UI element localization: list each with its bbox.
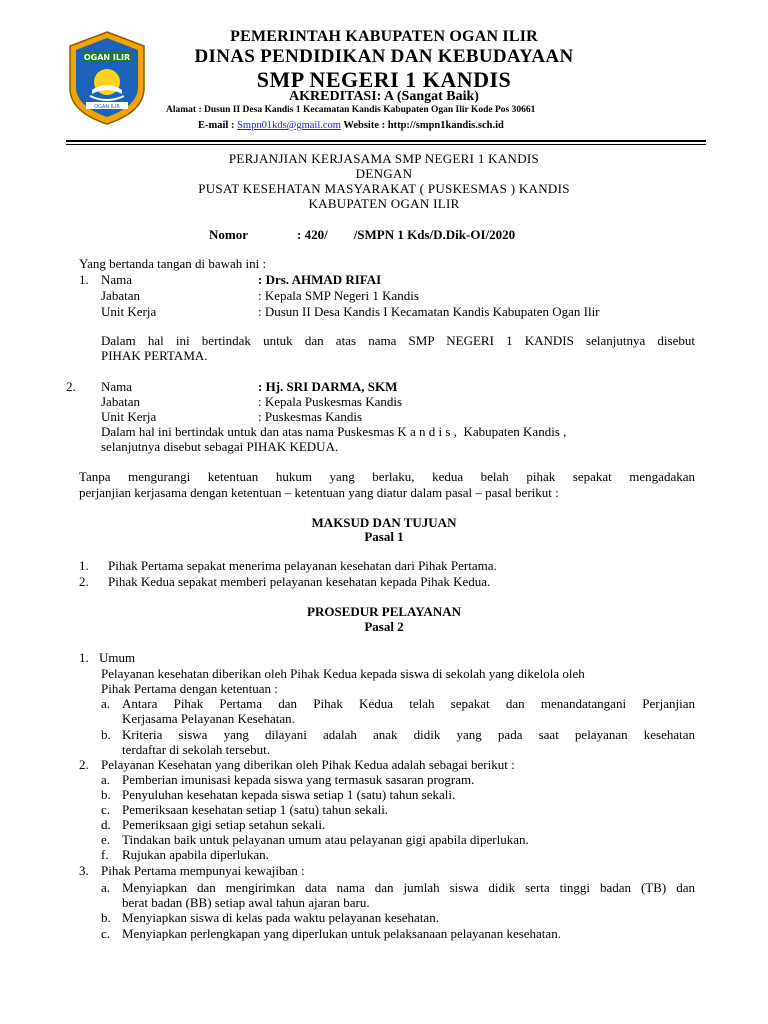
- s2-item2-f-text: Rujukan apabila diperlukan.: [122, 847, 269, 862]
- party2-name-label: Nama: [101, 379, 133, 394]
- s2-item3-b-label: b.: [101, 910, 111, 925]
- s2-item1-a-label: a.: [101, 696, 111, 711]
- section2-heading: PROSEDUR PELAYANAN: [307, 604, 461, 619]
- s2-item1-b-line1: Kriteria siswa yang dilayani adalah anak didik yang pada saat pelayanan kesehatan: [122, 727, 695, 742]
- party2-unit-label: Unit Kerja: [101, 409, 157, 424]
- party2-position-value: : Kepala Puskesmas Kandis: [258, 394, 403, 409]
- s2-item2-num: 2.: [79, 757, 89, 772]
- s2-item3-title: Pihak Pertama mempunyai kewajiban :: [101, 863, 305, 878]
- section1-heading: MAKSUD DAN TUJUAN: [311, 515, 457, 530]
- intro-text: Yang bertanda tangan di bawah ini :: [79, 256, 267, 271]
- s2-item2-d-text: Pemeriksaan gigi setiap setahun sekali.: [122, 817, 326, 832]
- gov-name: PEMERINTAH KABUPATEN OGAN ILIR: [230, 28, 538, 45]
- s2-item1-num: 1.: [79, 650, 89, 665]
- dept-name: DINAS PENDIDIKAN DAN KEBUDAYAAN: [194, 46, 574, 67]
- email-label: E-mail :: [198, 120, 238, 131]
- title-line-3: PUSAT KESEHATAN MASYARAKAT ( PUSKESMAS ) KANDIS: [198, 181, 570, 196]
- header-rule-thin: [66, 144, 706, 145]
- s2-item2-f-label: f.: [101, 847, 109, 862]
- party1-statement-line1: Dalam hal ini bertindak untuk dan atas nama SMP NEGERI 1 KANDIS selanjutnya disebut: [101, 333, 695, 348]
- s2-item3-a-line2: berat badan (BB) setiap awal tahun ajaran baru.: [122, 895, 370, 910]
- s2-item3-c-label: c.: [101, 926, 111, 941]
- party1-name-label: Nama: [101, 272, 133, 287]
- s1-item1-num: 1.: [79, 558, 89, 573]
- s2-item1-a-line2: Kerjasama Pelayanan Kesehatan.: [122, 711, 295, 726]
- header-rule-thick: [66, 140, 706, 142]
- party2-position-label: Jabatan: [101, 394, 140, 409]
- party1-name-value: : Drs. AHMAD RIFAI: [258, 272, 382, 287]
- party2-unit-value: : Puskesmas Kandis: [258, 409, 362, 424]
- address: Alamat : Dusun II Desa Kandis 1 Kecamatan Kandis Kabupaten Ogan Ilir Kode Pos 30661: [166, 105, 536, 115]
- party1-position-label: Jabatan: [101, 288, 140, 303]
- s2-item3-a-line1: Menyiapkan dan mengirimkan data nama dan jumlah siswa didik serta tinggi badan (TB) dan: [122, 880, 695, 895]
- section2-pasal: Pasal 2: [364, 619, 404, 634]
- party2-statement-line2: selanjutnya disebut sebagai PIHAK KEDUA.: [101, 439, 339, 454]
- s2-item2-b-text: Penyuluhan kesehatan kepada siswa setiap 1 (satu) tahun sekali.: [122, 787, 456, 802]
- s2-item2-b-label: b.: [101, 787, 111, 802]
- title-line-4: KABUPATEN OGAN ILIR: [308, 196, 460, 211]
- email-link[interactable]: Smpn01kds@gmail.com: [237, 120, 341, 131]
- s2-item2-a-text: Pemberian imunisasi kepada siswa yang termasuk sasaran program.: [122, 772, 475, 787]
- svg-text:OGAN ILIR: OGAN ILIR: [94, 104, 120, 110]
- s2-item2-d-label: d.: [101, 817, 111, 832]
- s2-item2-c-text: Pemeriksaan kesehatan setiap 1 (satu) tahun sekali.: [122, 802, 389, 817]
- s2-item2-a-label: a.: [101, 772, 111, 787]
- title-line-2: DENGAN: [355, 166, 413, 181]
- s2-item2-e-text: Tindakan baik untuk pelayanan umum atau pelayanan gigi apabila diperlukan.: [122, 832, 529, 847]
- s2-item2-title: Pelayanan Kesehatan yang diberikan oleh Pihak Kedua adalah sebagai berikut :: [101, 757, 515, 772]
- title-line-1: PERJANJIAN KERJASAMA SMP NEGERI 1 KANDIS: [228, 151, 540, 166]
- website: Website : http://smpn1kandis.sch.id: [340, 120, 504, 131]
- party2-statement-line1: Dalam hal ini bertindak untuk dan atas nama Puskesmas K a n d i s , Kabupaten Kandis ,: [101, 424, 567, 439]
- s2-item2-c-label: c.: [101, 802, 111, 817]
- party2-number: 2.: [66, 379, 76, 394]
- preamble-line2: perjanjian kerjasama dengan ketentuan – ketentuan yang diatur dalam pasal – pasal berikut :: [79, 485, 559, 500]
- s1-item2-num: 2.: [79, 574, 89, 589]
- party2-name-value: : Hj. SRI DARMA, SKM: [258, 379, 398, 394]
- s2-item3-a-label: a.: [101, 880, 111, 895]
- school-name: SMP NEGERI 1 KANDIS: [256, 67, 512, 92]
- party1-unit-value: : Dusun II Desa Kandis I Kecamatan Kandis Kabupaten Ogan Ilir: [258, 304, 600, 319]
- party1-statement-line2: PIHAK PERTAMA.: [101, 348, 208, 363]
- party1-unit-label: Unit Kerja: [101, 304, 157, 319]
- party1-position-value: : Kepala SMP Negeri 1 Kandis: [258, 288, 419, 303]
- section1-pasal: Pasal 1: [364, 529, 404, 544]
- s1-item2-text: Pihak Kedua sepakat memberi pelayanan kesehatan kepada Pihak Kedua.: [108, 574, 491, 589]
- s2-item3-num: 3.: [79, 863, 89, 878]
- preamble-line1: Tanpa mengurangi ketentuan hukum yang berlaku, kedua belah pihak sepakat mengadakan: [79, 469, 695, 484]
- accreditation: AKREDITASI: A (Sangat Baik): [289, 89, 479, 104]
- s2-item3-b-text: Menyiapkan siswa di kelas pada waktu pelayanan kesehatan.: [122, 910, 439, 925]
- svg-text:OGAN ILIR: OGAN ILIR: [83, 53, 131, 62]
- s2-item1-desc-line1: Pelayanan kesehatan diberikan oleh Pihak Kedua kepada siswa di sekolah yang dikelola oleh: [101, 666, 585, 681]
- s2-item1-desc-line2: Pihak Pertama dengan ketentuan :: [101, 681, 278, 696]
- s2-item2-e-label: e.: [101, 832, 111, 847]
- s2-item1-b-label: b.: [101, 727, 111, 742]
- contact-line: [198, 120, 698, 131]
- nomor-label: Nomor: [209, 227, 248, 242]
- s2-item1-title: Umum: [99, 650, 136, 665]
- s2-item1-b-line2: terdaftar di sekolah tersebut.: [122, 742, 270, 757]
- s2-item3-c-text: Menyiapkan perlengkapan yang diperlukan untuk pelaksanaan pelayanan kesehatan.: [122, 926, 561, 941]
- s1-item1-text: Pihak Pertama sepakat menerima pelayanan kesehatan dari Pihak Pertama.: [108, 558, 497, 573]
- nomor-value: : 420/ /SMPN 1 Kds/D.Dik-OI/2020: [297, 227, 516, 242]
- party1-number: 1.: [79, 272, 89, 287]
- s2-item1-a-line1: Antara Pihak Pertama dan Pihak Kedua telah sepakat dan menandatangani Perjanjian: [122, 696, 695, 711]
